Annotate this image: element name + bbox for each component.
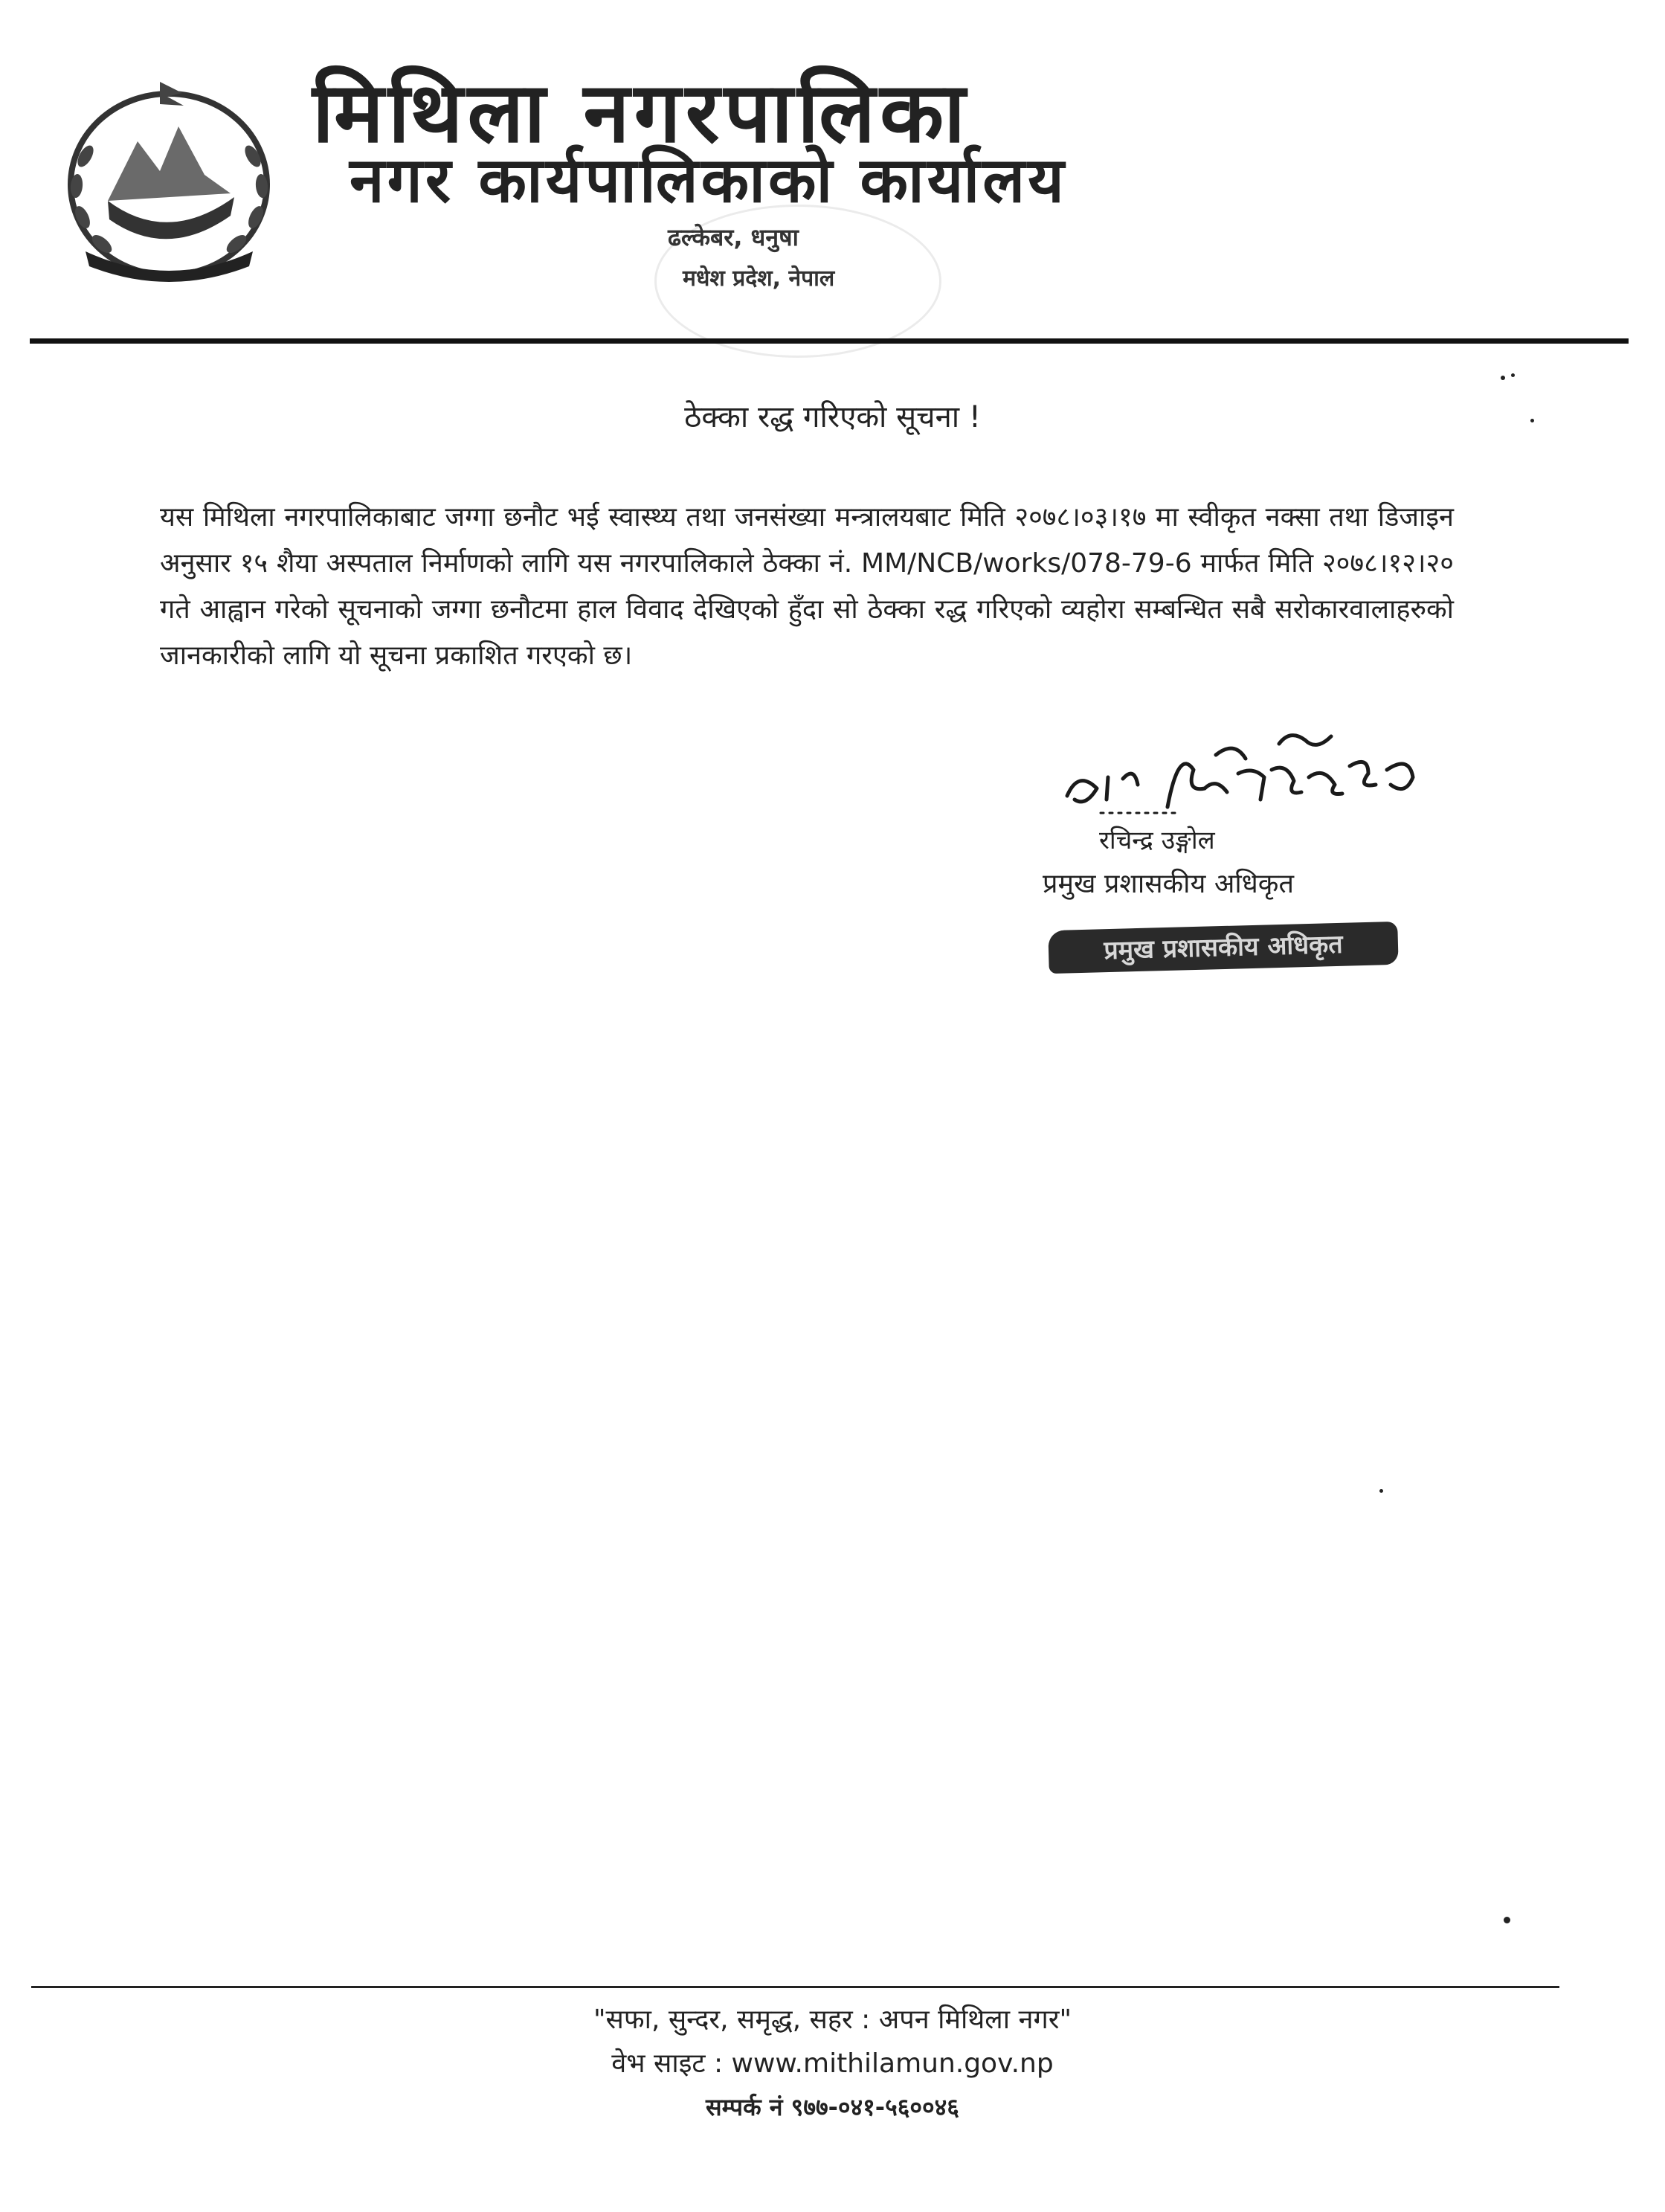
scan-speck (1511, 373, 1515, 377)
scan-speck (1530, 419, 1534, 422)
footer-website: वेभ साइट : www.mithilamun.gov.np (611, 2048, 1054, 2079)
scan-speck (1379, 1489, 1383, 1493)
header-divider (30, 338, 1629, 344)
nepal-emblem-icon (56, 74, 283, 286)
notice-title: ठेक्का रद्ध गरिएको सूचना ! (684, 400, 981, 434)
footer-slogan: "सफा, सुन्दर, समृद्ध, सहर : अपन मिथिला नगर" (593, 2004, 1072, 2035)
handwritten-signature (1056, 725, 1443, 829)
notice-body: यस मिथिला नगरपालिकाबाट जग्गा छनौट भई स्वास्थ्य तथा जनसंख्या मन्त्रालयबाट मिति २०७८।०३।१७ मा स्वीकृत नक्सा तथा डिजाइन अनुसार १५ शैया अस्पताल निर्माणको लागि यस नगरपालिकाले ठेक्का नं. MM/NCB/works/078-79-6 मार्फत मिति २०७८।१२।२० गते आह्वान गरेको सूचनाको जग्गा छनौटमा हाल विवाद देखिएको हुँदा सो ठेक्का रद्ध गरिएको व्यहोरा सम्बन्धित सबै सरोकारवालाहरुको जानकारीको लागि यो सूचना प्रकाशित गरएको छ। (160, 502, 1454, 671)
office-name: नगर कार्यपालिकाको कार्यालय (350, 144, 1067, 216)
signer-name: रचिन्द्र उङ्गोल (1099, 826, 1215, 855)
signer-designation: प्रमुख प्रशासकीय अधिकृत (1043, 869, 1294, 899)
address-line-1: ढल्केबर, धनुषा (668, 223, 799, 251)
footer-contact: सम्पर्क नं ९७७-०४१-५६००४६ (706, 2093, 959, 2121)
organization-name: मिथिला नगरपालिका (312, 65, 970, 161)
footer-divider (31, 1986, 1559, 1988)
official-stamp: प्रमुख प्रशासकीय अधिकृत (1048, 922, 1398, 974)
scan-speck (1504, 1917, 1510, 1923)
address-line-2: मधेश प्रदेश, नेपाल (683, 266, 835, 292)
scan-speck (1501, 376, 1505, 380)
